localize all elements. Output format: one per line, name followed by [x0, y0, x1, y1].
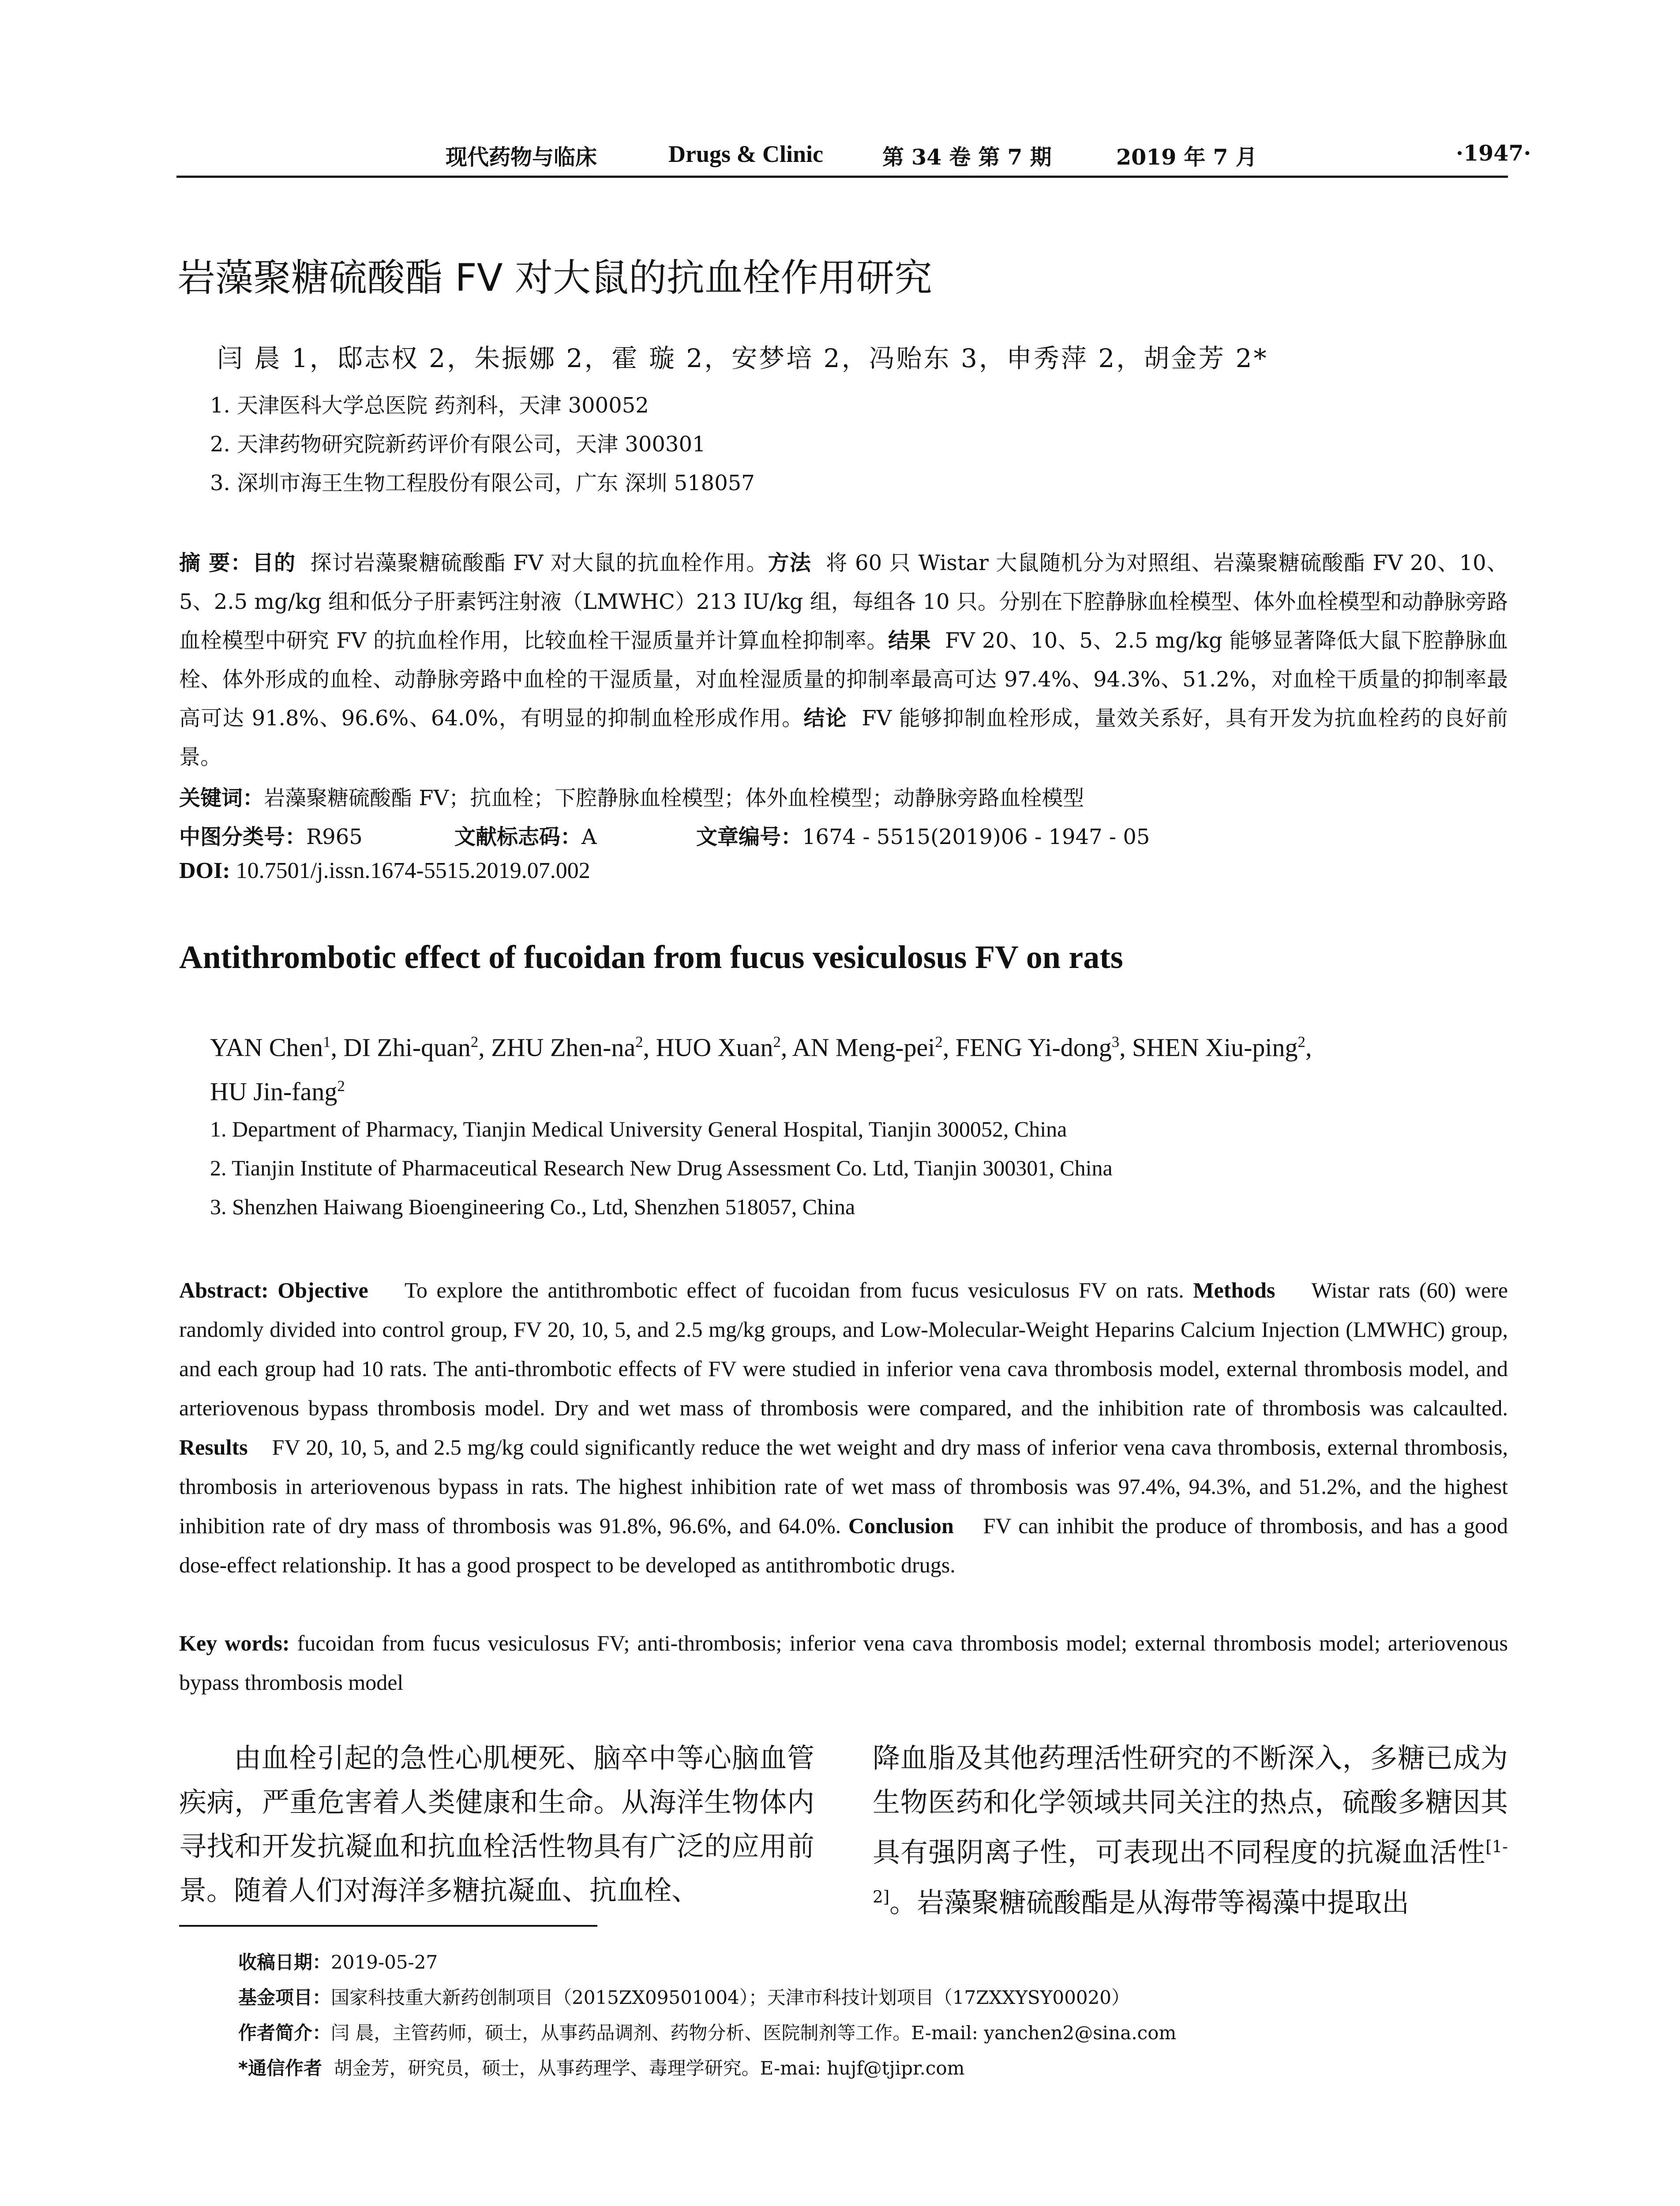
page-number: ·1947·: [1456, 140, 1531, 166]
issue-date: 2019 年 7 月: [1116, 144, 1257, 170]
doc-code-label: 文献标志码：: [454, 825, 582, 849]
keywords-cn-label: 关键词：: [179, 786, 264, 810]
methods-label-en: Methods: [1193, 1278, 1275, 1302]
fund-label: 基金项目：: [238, 1987, 331, 2008]
body-left-text: 由血栓引起的急性心肌梗死、脑卒中等心脑血管疾病，严重危害着人类健康和生命。从海洋生物体内寻找和开发抗凝血和抗血栓活性物具有广泛的应用前景。随着人们对海洋多糖抗凝血、抗血栓、: [179, 1742, 814, 1906]
title-en: Antithrombotic effect of fucoidan from fucus vesiculosus FV on rats: [179, 939, 1123, 975]
doc-code: [454, 820, 597, 850]
article-number: [696, 820, 1150, 850]
classification-line: [179, 820, 363, 850]
conclusion-label-cn: 结论: [803, 706, 848, 731]
results-text-cn: FV 20、10、5、2.5 mg/kg 能够显著降低大鼠下腔静脉血栓、体外形成的血栓、动静脉旁路中血栓的干湿质量，对血栓湿质量的抑制率最高可达 97.4%、94.3%、51.2%，对血栓干质量的抑制率最高可达 91.8%、96.6%、64.0%，有明显的抑制血栓形成作用。: [179, 628, 1508, 731]
results-text-en: FV 20, 10, 5, and 2.5 mg/kg could significantly reduce the wet weight and dry mass of inferior vena cava thrombosis, external thrombosis, thrombosis in arteriovenous bypass in rats. The highest inhibition rate of wet mass of thrombosis was 97.4%, 94.3%, and 51.2%, and the highest inhibition rate of dry mass of thrombosis was 91.8%, 96.6%, and 64.0%.: [179, 1435, 1508, 1538]
header-rule: [176, 176, 1508, 178]
conclusion-text-en: FV can inhibit the produce of thrombosis, and has a good dose-effect relationship. It has a good prospect to be developed as antithrombotic drugs.: [179, 1513, 1508, 1577]
keywords-cn: [179, 781, 1084, 811]
footnote-rule: [179, 1925, 597, 1927]
affiliation-en-3: 3. Shenzhen Haiwang Bioengineering Co., Ltd, Shenzhen 518057, China: [210, 1194, 855, 1219]
results-label-cn: 结果: [888, 628, 931, 653]
abstract-cn-label: 摘 要：: [179, 551, 252, 575]
body-column-left: [179, 1736, 814, 1913]
authors-en: YAN Chen$^1$, DI Zhi-quan$^2$, ZHU Zhen-$na^2$, HUO Xuan$^2$, AN Meng-pei$^2$, FENG Yi-dong$^3$, SHEN Xiu-ping$^2$, HU Jin-fang$^2$: [210, 1033, 1312, 1106]
footnote-received: [238, 1948, 438, 1974]
affiliation-en-2: 2. Tianjin Institute of Pharmaceutical Research New Drug Assessment Co. Ltd, Tianjin 300301, China: [210, 1156, 1113, 1180]
clc-label: 中图分类号：: [179, 825, 307, 849]
body-column-right: [873, 1736, 1508, 1925]
results-label-en: Results: [179, 1435, 248, 1459]
footnote-author: [238, 2018, 1176, 2045]
corresponding-text: 胡金芳，研究员，硕士，从事药理学、毒理学研究。E-mai: hujf@tjipr.com: [334, 2057, 965, 2079]
abstract-cn: [179, 544, 1508, 777]
methods-label-cn: 方法: [768, 551, 812, 575]
affiliation-en-1: 1. Department of Pharmacy, Tianjin Medical University General Hospital, Tianjin 300052, China: [210, 1117, 1067, 1141]
keywords-en: [179, 1624, 1508, 1702]
doi: [179, 858, 590, 884]
volume-issue: 第 34 卷 第 7 期: [882, 144, 1052, 170]
journal-name-cn: 现代药物与临床: [446, 144, 597, 170]
abstract-en: [179, 1271, 1508, 1585]
clc-value: R965: [306, 825, 363, 849]
authors-cn: 闫 晨 1，邸志权 2，朱振娜 2，霍 璇 2，安梦培 2，冯贻东 3，申秀萍 2，胡金芳 2*: [217, 343, 1268, 373]
body-right-tail: 。岩藻聚糖硫酸酯是从海带等褐藻中提取出: [889, 1886, 1410, 1919]
footnote-fund: [238, 1983, 1130, 2010]
objective-text-cn: 探讨岩藻聚糖硫酸酯 FV 对大鼠的抗血栓作用。: [310, 551, 768, 575]
keywords-en-label: Key words:: [179, 1631, 290, 1655]
keywords-en-text: fucoidan from fucus vesiculosus FV; anti-thrombosis; inferior vena cava thrombosis model; external thrombosis model; arteriovenous bypass thrombosis model: [179, 1631, 1508, 1695]
affiliation-cn-3: 3. 深圳市海王生物工程股份有限公司，广东 深圳 518057: [210, 471, 755, 495]
received-label: 收稿日期：: [238, 1951, 331, 1973]
keywords-cn-text: 岩藻聚糖硫酸酯 FV；抗血栓；下腔静脉血栓模型；体外血栓模型；动静脉旁路血栓模型: [264, 786, 1084, 810]
corresponding-label: *通信作者: [238, 2057, 322, 2079]
author-bio-text: 闫 晨，主管药师，硕士，从事药品调剂、药物分析、医院制剂等工作。E-mail: yanchen2@sina.com: [331, 2022, 1177, 2044]
fund-text: 国家科技重大新药创制项目（2015ZX09501004）；天津市科技计划项目（17ZXXYSY00020）: [331, 1987, 1130, 2008]
objective-text-en: To explore the antithrombotic effect of fucoidan from fucus vesiculosus FV on rats.: [404, 1278, 1184, 1302]
body-right-text: 降血脂及其他药理活性研究的不断深入，多糖已成为生物医药和化学领域共同关注的热点，硫酸多糖因其具有强阴离子性，可表现出不同程度的抗凝血活性: [873, 1742, 1508, 1868]
methods-text-cn: 将 60 只 Wistar 大鼠随机分为对照组、岩藻聚糖硫酸酯 FV 20、10、5、2.5 mg/kg 组和低分子肝素钙注射液（LMWHC）213 IU/kg 组，每组各 10 只。分别在下腔静脉血栓模型、体外血栓模型和动静脉旁路血栓模型中研究 FV 的抗血栓作用，比较血栓干湿质量并计算血栓抑制率。: [179, 551, 1508, 653]
article-number-value: 1674 - 5515(2019)06 - 1947 - 05: [802, 825, 1150, 849]
doi-label: DOI:: [179, 858, 230, 883]
article-number-label: 文章编号：: [696, 825, 802, 849]
journal-name-en: Drugs & Clinic: [668, 141, 823, 167]
received-date: 2019-05-27: [331, 1951, 438, 1973]
conclusion-text-cn: FV 能够抑制血栓形成，量效关系好，具有开发为抗血栓药的良好前景。: [179, 706, 1508, 769]
footnote-corresponding: [238, 2054, 964, 2080]
doc-code-value: A: [581, 825, 597, 849]
doi-value: 10.7501/j.issn.1674-5515.2019.07.002: [236, 858, 590, 883]
affiliation-cn-2: 2. 天津药物研究院新药评价有限公司，天津 300301: [210, 432, 706, 457]
abstract-en-label: Abstract: Objective: [179, 1278, 368, 1302]
title-cn: 岩藻聚糖硫酸酯 FV 对大鼠的抗血栓作用研究: [177, 256, 932, 300]
conclusion-label-en: Conclusion: [848, 1513, 954, 1538]
citation-1-2: [1-2]: [873, 1837, 1508, 1906]
author-bio-label: 作者简介：: [238, 2022, 331, 2044]
methods-text-en: Wistar rats (60) were randomly divided into control group, FV 20, 10, 5, and 2.5 mg/kg groups, and Low-Molecular-Weight Heparins Calcium Injection (LMWHC) group, and each group had 10 rats. The anti-thrombotic effects of FV were studied in inferior vena cava thrombosis model, external thrombosis model, and arteriovenous bypass thrombosis model. Dry and wet mass of thrombosis were compared, and the inhibition rate of thrombosis was calcaulted.: [179, 1278, 1508, 1420]
objective-label-cn: 目的: [252, 551, 296, 575]
affiliation-cn-1: 1. 天津医科大学总医院 药剂科，天津 300052: [210, 393, 649, 418]
